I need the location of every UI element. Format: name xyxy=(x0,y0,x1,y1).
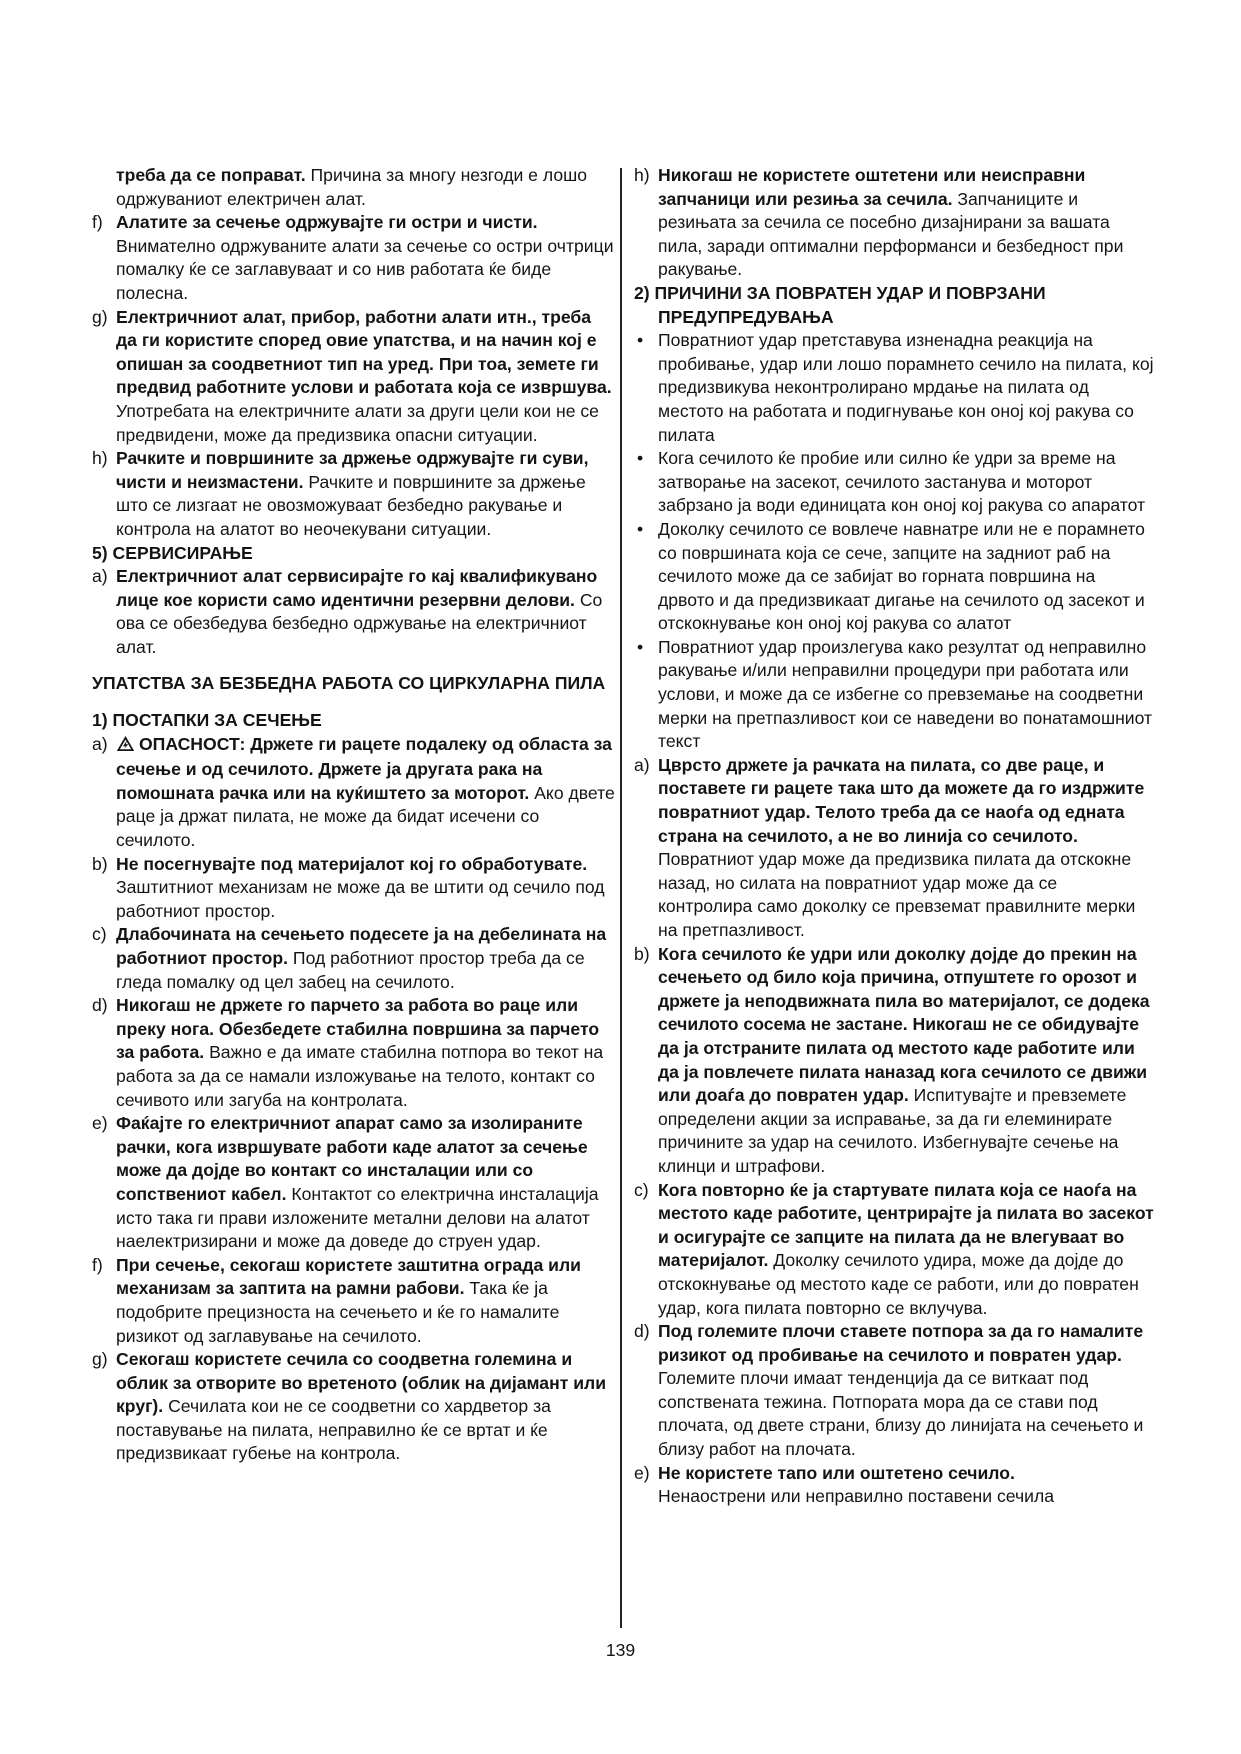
list-item-cutting-a xyxy=(92,733,616,853)
list-item-kickback-b xyxy=(634,943,1154,1179)
bold-text: Не посегнувајте под материјалот кој го обработувате. xyxy=(116,853,588,874)
body-text: Така ќе ја подобрите прецизноста на сечењето и ќе го намалите ризикот од заглавување на сечилото. xyxy=(116,1278,560,1346)
body-text: Со ова се обезбедува безбедно одржување на електричниот алат. xyxy=(116,589,603,657)
bullet-item xyxy=(634,447,1154,518)
item-marker: a) xyxy=(92,733,108,754)
bold-text: При сечење, секогаш користете заштитна ограда или механизам за заптита на рамни рабови. xyxy=(116,1254,581,1299)
item-marker: f) xyxy=(92,212,103,233)
bold-text: Фаќајте го електричниот апарат само за изолираните рачки, кога извршувате работи каде алатот за сечење може да дојде во контакт со инсталации или со сопствениот кабел. xyxy=(116,1113,588,1204)
section-heading-servicing: 5) СЕРВИСИРАЊЕ xyxy=(92,542,253,563)
list-item-cutting-f xyxy=(92,1254,616,1348)
item-marker: c) xyxy=(634,1179,649,1200)
list-item-kickback-c xyxy=(634,1179,1154,1321)
bold-text: Никогаш не користете оштетени или неисправни запчаници или резиња за сечила. xyxy=(658,165,1086,209)
main-heading: УПАТСТВА ЗА БЕЗБЕДНА РАБОТА СО ЦИРКУЛАРНА ПИЛА xyxy=(92,673,606,694)
item-marker: a) xyxy=(92,566,108,587)
bold-text: Длабочината на сечењето подесете ја на дебелината на работниот простор. xyxy=(116,924,607,968)
list-item-f xyxy=(92,211,616,305)
body-text: Повратниот удар може да предизвика пилата да отскокне назад, но силата на повратниот удар може да се контролира само доколку се превземат правилните мерки на претпазливост. xyxy=(658,849,1136,940)
bold-text: Секогаш користете сечила со соодветна големина и облик за отворите во вретеното (облик на дијамант или круг). xyxy=(116,1349,607,1417)
body-text: Контактот со електрична инсталација исто така ги прави изложените метални делови на алатот наелектризирани и може да доведе до струен удар. xyxy=(116,1183,599,1252)
bullet-icon: • xyxy=(637,636,644,657)
bold-text: Кога сечилото ќе удри или доколку дојде до прекин на сечењето од било која причина, отпуштете го орозот и држете ја неподвижната пила во материјалот, се додека сечилото сосема не застане. Никогаш не се обидувајте да ја отстраните пилата од местото каде работите или да ја повлечете пилата наназад кога сечилото се движи или доаѓа до повратен удар. xyxy=(658,943,1150,1106)
item-marker: g) xyxy=(92,306,108,327)
item-marker: h) xyxy=(92,448,108,469)
item-marker: h) xyxy=(634,165,650,185)
list-item-g xyxy=(92,306,616,448)
body-text: Заштитниот механизам не може да ве штити од сечило под работниот простор. xyxy=(116,877,605,921)
left-column xyxy=(92,164,616,1466)
body-text: Рачките и површините за држење што се лизгаат не овозможуваат безбедно ракување и контрола на алатот во неочекувани ситуации. xyxy=(116,471,586,539)
bold-text: Електричниот алат, прибор, работни алати итн., треба да ги користите според овие упатства, и на начин кој е опишан за соодветниот тип на уред. При тоа, земете ги предвид работните услови и работата која се извршува. xyxy=(116,306,612,398)
item-marker: c) xyxy=(92,924,107,945)
bullet-icon: • xyxy=(637,518,644,539)
body-text: Запчаниците и резињата за сечила се посебно дизајнирани за вашата пила, заради оптимални перформанси и безбедност при ракување. xyxy=(658,188,1124,280)
body-text: Доколку сечилото удира, може да дојде до отскокнување од местото каде се работи, или до повратен удар, кога пилата повторно се вклучува. xyxy=(658,1250,1139,1318)
body-text: Ако двете раце ја држат пилата, не може да бидат исечени со сечилото. xyxy=(116,782,615,851)
item-marker: b) xyxy=(92,853,108,874)
bullet-item xyxy=(634,329,1154,447)
bold-text: Електричниот алат сервисирајте го кај квалификувано лице кое користи само идентични резервни делови. xyxy=(116,566,598,610)
item-marker: e) xyxy=(634,1462,650,1483)
bold-text: Кога повторно ќе ја стартувате пилата која се наоѓа на местото каде работите, центрирајте ја пилата во засекот и осигурајте се запците на пилата да не влегуваат во материјалот. xyxy=(658,1179,1154,1271)
item-marker: b) xyxy=(634,943,650,964)
page-number: 139 xyxy=(605,1640,636,1660)
bullet-item xyxy=(634,518,1154,636)
body-text: Ненаострени или неправилно поставени сечила xyxy=(658,1486,1055,1507)
body-text: Големите плочи имаат тенденција да се виткаат под сопствената тежина. Потпората мора да се стави под плочата, од двете страни, близу до линијата на сечењето и близу работ на плочата. xyxy=(658,1368,1144,1460)
bold-text: Не користете тапо или оштетено сечило. xyxy=(658,1462,1015,1483)
bold-text: Алатите за сечење одржувајте ги остри и чисти. xyxy=(116,212,538,233)
body-text: Кога сечилото ќе пробие или силно ќе удри за време на затворање на засекот, сечилото застанува и моторот забрзано ја води единицата кон оној кој ракува со апаратот xyxy=(658,448,1146,516)
body-text: Повратниот удар претставува изненадна реакција на пробивање, удар или лошо порамнето сечило на пилата, кој предизвикува неконтролирано мрдање на пилата од местото на работата и подигнување кон оној кој ракува со пилата xyxy=(658,330,1154,445)
heading-line: ПРЕДУПРЕДУВАЊА xyxy=(658,306,834,327)
list-item-kickback-d xyxy=(634,1320,1154,1462)
body-text: Испитувајте и превземете определени акции за исправање, за да ги елеминирате причините за удар на сечилото. Избегнувајте сечење на клинци и штрафови. xyxy=(658,1085,1127,1176)
bold-text: Цврсто држете ја рачката на пилата, со две раце, и поставете ги рацете така што да можете да го издржите повратниот удар. Телото треба да се наоѓа од едната страна на сечилото, а не во линија со сечилото. xyxy=(658,754,1145,846)
column-divider xyxy=(620,168,622,1628)
bold-text: Никогаш не држете го парчето за работа во раце или преку нога. Обезбедете стабилна површина за парчето за работа. xyxy=(116,995,600,1063)
section-heading-cutting: 1) ПОСТАПКИ ЗА СЕЧЕЊЕ xyxy=(92,710,322,731)
warning-triangle-icon xyxy=(116,735,135,759)
bold-text: Рачките и површините за држење одржувајте ги суви, чисти и неизмастени. xyxy=(116,448,589,492)
list-item-cutting-g xyxy=(92,1348,616,1466)
body-text: Употребата на електричните алати за други цели кои не се предвидени, може да предизвика опасни ситуации. xyxy=(116,400,599,445)
bold-text: Под големите плочи ставете потпора за да го намалите ризикот од пробивање на сечилото и повратен удар. xyxy=(658,1321,1144,1365)
body-text: Под работниот простор треба да се гледа помалку од цел забец на сечилото. xyxy=(116,948,585,992)
item-marker: f) xyxy=(92,1254,103,1275)
bullet-item xyxy=(634,636,1154,754)
bold-text: ОПАСНОСТ: Држете ги рацете подалеку од областа за сечење и од сечилото. Држете ја другата рака на помошната рачка или на куќиштето за моторот. xyxy=(116,733,612,803)
item-marker: g) xyxy=(92,1349,108,1370)
body-text: Важно е да имате стабилна потпора во текот на работа за да се намали изложување на телото, контакт со сечивото или загуба на контролата. xyxy=(116,1042,604,1110)
continued-paragraph xyxy=(92,164,616,211)
list-item-cutting-b xyxy=(92,853,616,924)
list-item-kickback-e xyxy=(634,1462,1154,1509)
list-item-h-blades xyxy=(634,164,1154,282)
heading-line: 2) ПРИЧИНИ ЗА ПОВРАТЕН УДАР И ПОВРЗАНИ xyxy=(634,282,1046,303)
list-item-servicing-a xyxy=(92,565,616,659)
item-marker: d) xyxy=(92,995,108,1016)
list-item-cutting-d xyxy=(92,994,616,1112)
section-heading-kickback xyxy=(634,282,1154,329)
body-text: Доколку сечилото се вовлече навнатре или не е порамнето со површината која се сече, запците на задниот раб на сечилото може да се забијат во горната површина на дрвото и да предизвикаат дигање на сечилото од засекот и отскокнување кон оној кој ракува со алатот xyxy=(658,518,1145,634)
body-text: Сечилата кои не се соодветни со хардветор за поставување на пилата, неправилно ќе се вртат и ќе предизвикаат губење на контрола. xyxy=(116,1396,551,1464)
item-marker: d) xyxy=(634,1321,650,1342)
body-text: Повратниот удар произлегува како резултат од неправилно ракување и/или неправилни процедури при работата или услови, и може да се избегне со превземање на соодветни мерки на претпазливост кои се наведени во понатамошниот текст xyxy=(658,636,1153,752)
list-item-kickback-a xyxy=(634,754,1154,943)
item-marker: a) xyxy=(634,754,650,775)
list-item-h xyxy=(92,447,616,541)
list-item-cutting-c xyxy=(92,923,616,994)
right-column xyxy=(634,164,1154,1509)
list-item-cutting-e xyxy=(92,1112,616,1254)
body-text: Причина за многу незгоди е лошо одржуваниот електричен алат. xyxy=(116,165,588,209)
item-marker: e) xyxy=(92,1113,108,1134)
bullet-icon: • xyxy=(637,330,644,351)
bold-text: треба да се поправат. xyxy=(116,165,306,185)
bullet-icon: • xyxy=(637,448,644,469)
body-text: Внимателно одржуваните алати за сечење со остри очтрици помалку ќе се заглавуваат и со нив работата ќе биде полесна. xyxy=(116,235,614,303)
